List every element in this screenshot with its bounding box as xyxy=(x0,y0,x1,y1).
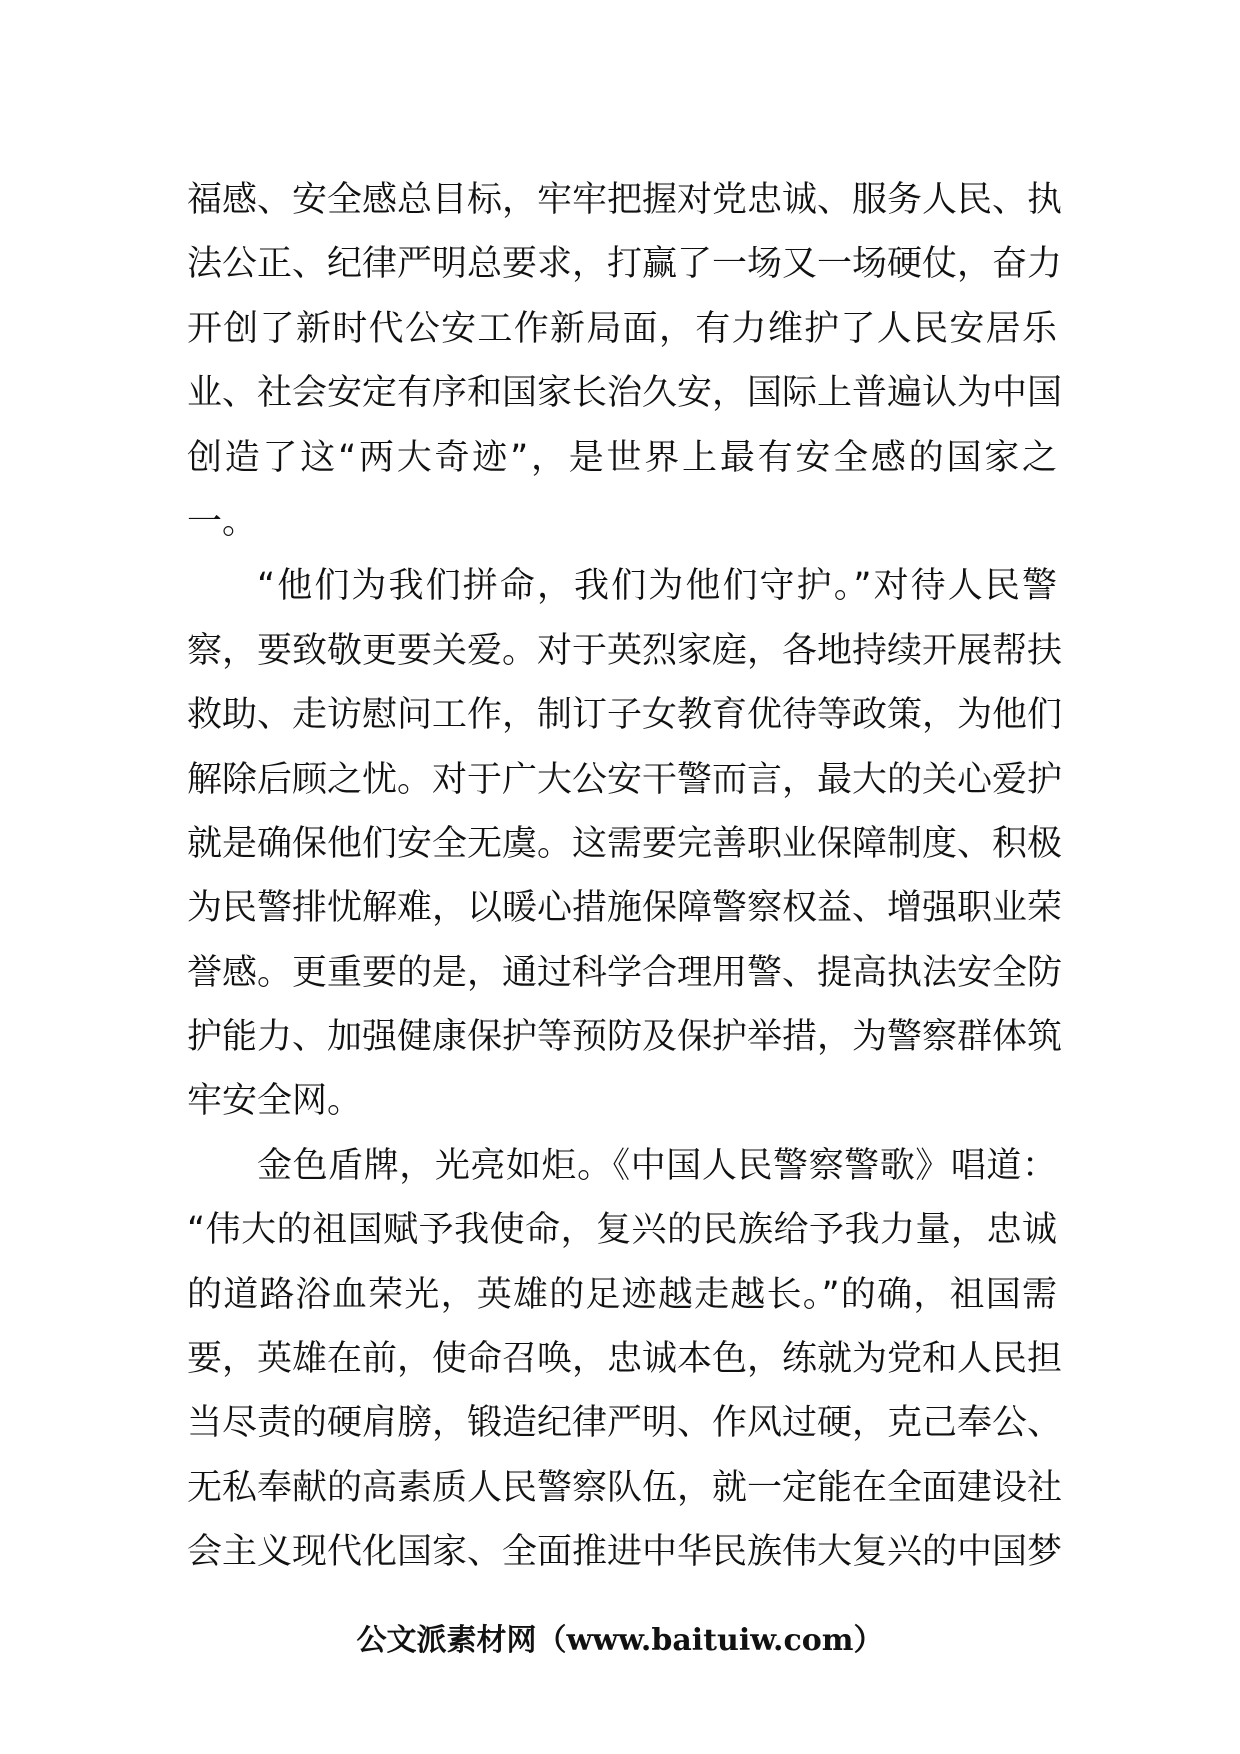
text-line: “他们为我们拼命，我们为他们守护。”对待人民警 xyxy=(257,566,1057,607)
text-line: 创造了这“两大奇迹”，是世界上最有安全感的国家之 xyxy=(187,437,1057,478)
text-line: 当尽责的硬肩膀，锻造纪律严明、作风过硬，克己奉公、 xyxy=(187,1403,1063,1444)
text-line: 的道路浴血荣光，英雄的足迹越走越长。”的确，祖国需 xyxy=(187,1274,1057,1315)
text-line: 会主义现代化国家、全面推进中华民族伟大复兴的中国梦 xyxy=(187,1532,1063,1573)
text-line: 要，英雄在前，使命召唤，忠诚本色，练就为党和人民担 xyxy=(187,1339,1063,1380)
text-line: 业、社会安定有序和国家长治久安，国际上普遍认为中国 xyxy=(187,373,1063,414)
text-line: 救助、走访慰问工作，制订子女教育优待等政策，为他们 xyxy=(187,695,1063,736)
text-line: “伟大的祖国赋予我使命，复兴的民族给予我力量，忠诚 xyxy=(187,1210,1057,1251)
text-line: 就是确保他们安全无虞。这需要完善职业保障制度、积极 xyxy=(187,823,1063,864)
text-line: 福感、安全感总目标，牢牢把握对党忠诚、服务人民、执 xyxy=(187,180,1063,220)
body-text xyxy=(187,168,1063,1585)
footer-watermark: 公文派素材网（www.baituiw.com） xyxy=(356,1623,884,1658)
text-line: 一。 xyxy=(187,501,258,542)
text-line: 牢安全网。 xyxy=(187,1081,363,1122)
text-line: 法公正、纪律严明总要求，打赢了一场又一场硬仗，奋力 xyxy=(187,244,1063,285)
text-line: 解除后顾之忧。对于广大公安干警而言，最大的关心爱护 xyxy=(187,759,1063,800)
text-line: 护能力、加强健康保护等预防及保护举措，为警察群体筑 xyxy=(187,1017,1063,1058)
text-line: 誉感。更重要的是，通过科学合理用警、提高执法安全防 xyxy=(187,952,1063,993)
text-line: 开创了新时代公安工作新局面，有力维护了人民安居乐 xyxy=(187,308,1057,349)
text-line: 金色盾牌，光亮如炬。《中国人民警察警歌》唱道： xyxy=(257,1145,1057,1186)
text-line: 无私奉献的高素质人民警察队伍，就一定能在全面建设社 xyxy=(187,1467,1063,1508)
text-line: 为民警排忧解难，以暖心措施保障警察权益、增强职业荣 xyxy=(187,888,1063,929)
text-line: 察，要致敬更要关爱。对于英烈家庭，各地持续开展帮扶 xyxy=(187,630,1063,671)
